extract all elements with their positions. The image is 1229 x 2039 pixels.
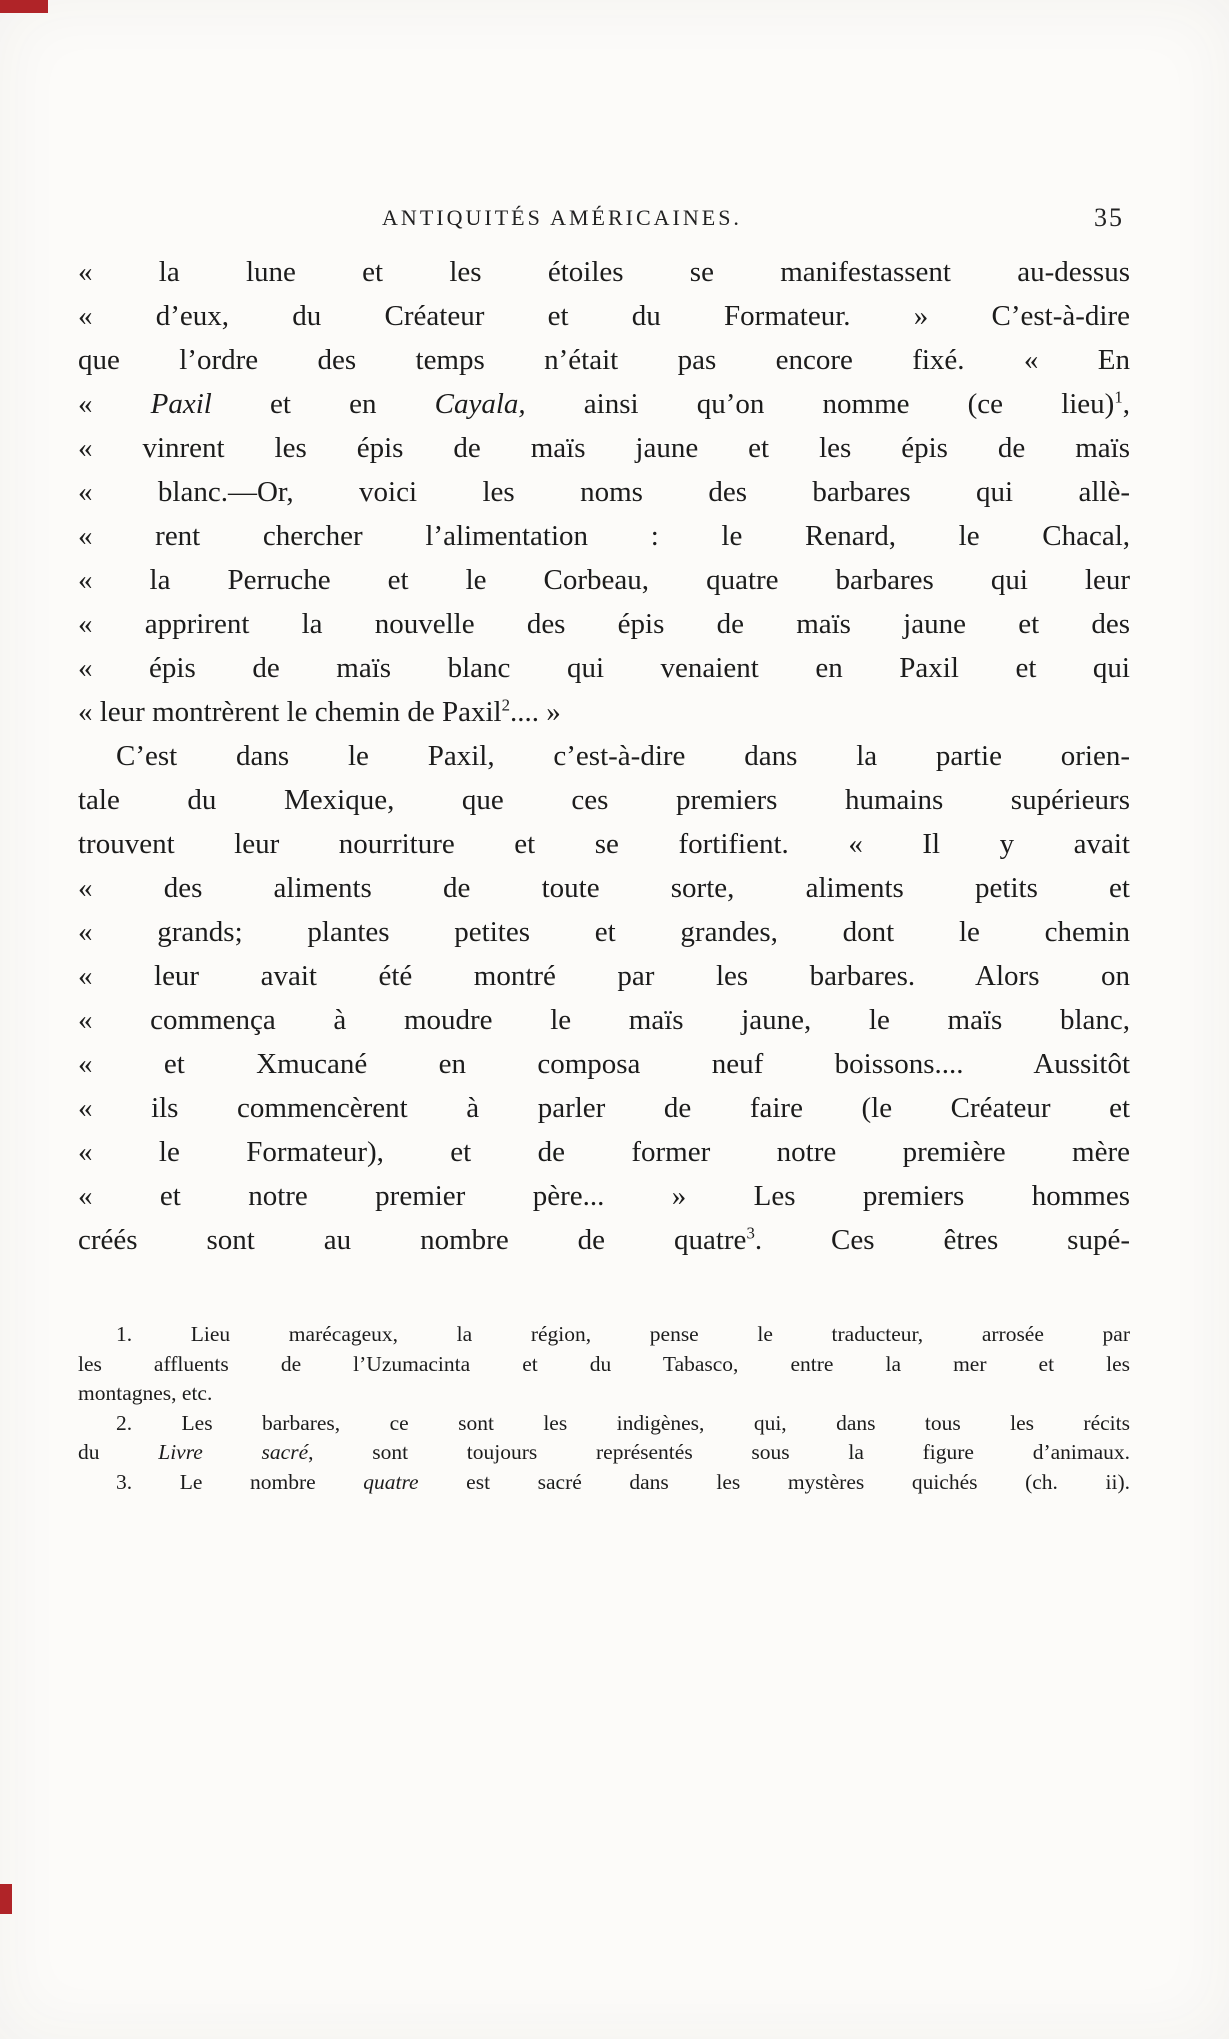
text-line: créés sont au nombre de quatre$^3$. Ces êtres supé-: [78, 1223, 1130, 1256]
text-line: « des aliments de toute sorte, aliments petits et: [78, 872, 1130, 904]
text-line: « leur avait été montré par les barbares. Alors on: [78, 960, 1130, 992]
text-line: « le Formateur), et de former notre première mère: [78, 1136, 1130, 1168]
text-line: C’est dans le Paxil, c’est-à-dire dans la partie orien-: [116, 740, 1130, 772]
text-line: que l’ordre des temps n’était pas encore fixé. « En: [78, 344, 1130, 376]
page-number: 35: [1094, 203, 1124, 232]
body-text: [78, 250, 1130, 1262]
text-line: « et Xmucané en composa neuf boissons.... Aussitôt: [78, 1048, 1130, 1080]
text-line: « leur montrèrent le chemin de Paxil$^2$.... »: [78, 695, 561, 728]
text-line: trouvent leur nourriture et se fortifient. « Il y avait: [78, 828, 1130, 860]
scan-artifact-top-left: [0, 0, 48, 13]
text-line: « vinrent les épis de maïs jaune et les épis de maïs: [78, 432, 1130, 464]
text-line: « la Perruche et le Corbeau, quatre barbares qui leur: [78, 564, 1130, 596]
text-line: « apprirent la nouvelle des épis de maïs jaune et des: [78, 608, 1130, 640]
text-line: « grands; plantes petites et grandes, dont le chemin: [78, 916, 1130, 948]
footnote-line: les affluents de l’Uzumacinta et du Tabasco, entre la mer et les: [78, 1351, 1130, 1376]
footnote-line: 2. Les barbares, ce sont les indigènes, qui, dans tous les récits: [116, 1410, 1130, 1435]
text-line: « d’eux, du Créateur et du Formateur. » C’est-à-dire: [78, 300, 1130, 332]
running-title: ANTIQUITÉS AMÉRICAINES.: [382, 205, 742, 230]
text-line: « blanc.—Or, voici les noms des barbares qui allè-: [78, 476, 1130, 508]
text-line: « commença à moudre le maïs jaune, le maïs blanc,: [78, 1004, 1130, 1036]
footnote-line: 3. Le nombre quatre est sacré dans les mystères quichés (ch. ii).: [116, 1469, 1130, 1494]
footnotes: [78, 1320, 1130, 1497]
footnote-line: 1. Lieu marécageux, la région, pense le traducteur, arrosée par: [116, 1322, 1130, 1346]
footnote-line: du Livre sacré, sont toujours représentés sous la figure d’animaux.: [78, 1440, 1131, 1464]
text-line: « épis de maïs blanc qui venaient en Paxil et qui: [78, 652, 1130, 684]
text-line: « et notre premier père... » Les premiers hommes: [78, 1180, 1130, 1212]
scan-artifact-left-edge: [0, 1884, 12, 1914]
text-line: « la lune et les étoiles se manifestassent au-dessus: [78, 256, 1130, 288]
text-line: « ils commencèrent à parler de faire (le Créateur et: [78, 1092, 1130, 1124]
footnote-line: montagnes, etc.: [78, 1381, 213, 1405]
text-line: « rent chercher l’alimentation : le Renard, le Chacal,: [78, 520, 1130, 552]
text-line: tale du Mexique, que ces premiers humains supérieurs: [78, 784, 1130, 816]
text-line: « Paxil et en Cayala, ainsi qu’on nomme (ce lieu)$^1$,: [78, 387, 1130, 420]
page-header: [78, 205, 1130, 239]
